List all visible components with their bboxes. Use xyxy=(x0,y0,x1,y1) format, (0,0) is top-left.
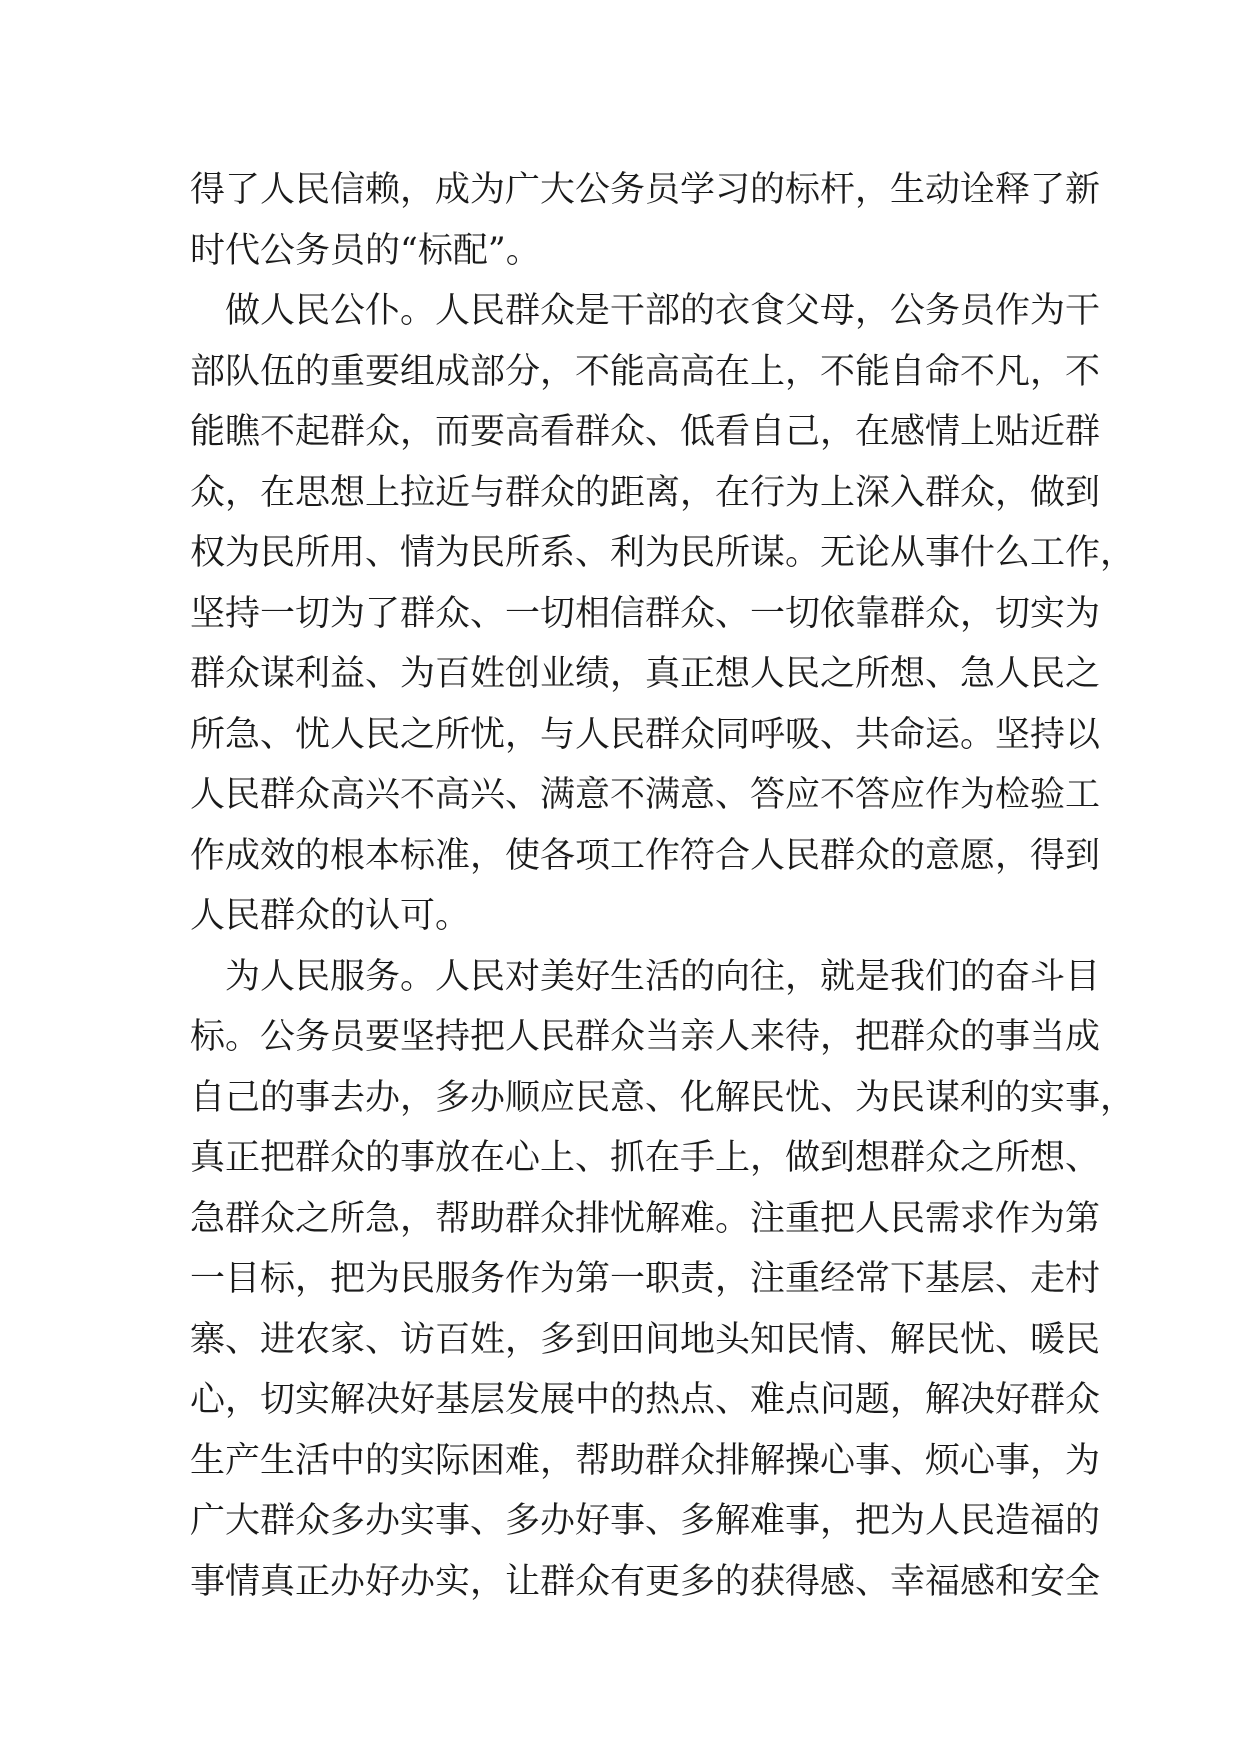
text-line: 坚持一切为了群众、一切相信群众、一切依靠群众，切实为 xyxy=(190,593,1101,634)
text-line: 一目标，把为民服务作为第一职责，注重经常下基层、走村 xyxy=(190,1259,1101,1299)
text-line: 人民群众的认可。 xyxy=(190,896,471,936)
text-line: 寨、进农家、访百姓，多到田间地头知民情、解民忧、暖民 xyxy=(190,1319,1101,1360)
text-line: 自己的事去办，多办顺应民意、化解民忧、为民谋利的实事， xyxy=(190,1077,1136,1118)
text-line: 得了人民信赖，成为广大公务员学习的标杆，生动诠释了新 xyxy=(190,170,1101,210)
text-line: 真正把群众的事放在心上、抓在手上，做到想群众之所想、 xyxy=(190,1138,1101,1178)
text-line: 心，切实解决好基层发展中的热点、难点问题，解决好群众 xyxy=(190,1380,1101,1420)
text-line: 生产生活中的实际困难，帮助群众排解操心事、烦心事，为 xyxy=(190,1440,1101,1481)
text-line: 群众谋利益、为百姓创业绩，真正想人民之所想、急人民之 xyxy=(190,654,1101,694)
paragraph-start-line: 为人民服务。人民对美好生活的向往，就是我们的奋斗目 xyxy=(225,956,1101,997)
body-text xyxy=(190,160,1136,1612)
text-line: 权为民所用、情为民所系、利为民所谋。无论从事什么工作， xyxy=(190,533,1136,573)
text-line: 标。公务员要坚持把人民群众当亲人来待，把群众的事当成 xyxy=(190,1017,1101,1057)
text-line: 部队伍的重要组成部分，不能高高在上，不能自命不凡，不 xyxy=(190,351,1101,392)
text-line: 所急、忧人民之所忧，与人民群众同呼吸、共命运。坚持以 xyxy=(190,714,1101,755)
text-line: 人民群众高兴不高兴、满意不满意、答应不答应作为检验工 xyxy=(190,775,1101,815)
text-line: 广大群众多办实事、多办好事、多解难事，把为人民造福的 xyxy=(190,1501,1101,1541)
text-line: 急群众之所急，帮助群众排忧解难。注重把人民需求作为第 xyxy=(190,1198,1101,1239)
paragraph-start-line: 做人民公仆。人民群众是干部的衣食父母，公务员作为干 xyxy=(225,291,1101,331)
text-line: 作成效的根本标准，使各项工作符合人民群众的意愿，得到 xyxy=(190,835,1101,876)
text-line: 众，在思想上拉近与群众的距离，在行为上深入群众，做到 xyxy=(190,472,1101,513)
text-line: 事情真正办好办实，让群众有更多的获得感、幸福感和安全 xyxy=(190,1561,1101,1602)
text-line: 能瞧不起群众，而要高看群众、低看自己，在感情上贴近群 xyxy=(190,412,1101,452)
text-line: 时代公务员的“标配”。 xyxy=(190,230,541,271)
